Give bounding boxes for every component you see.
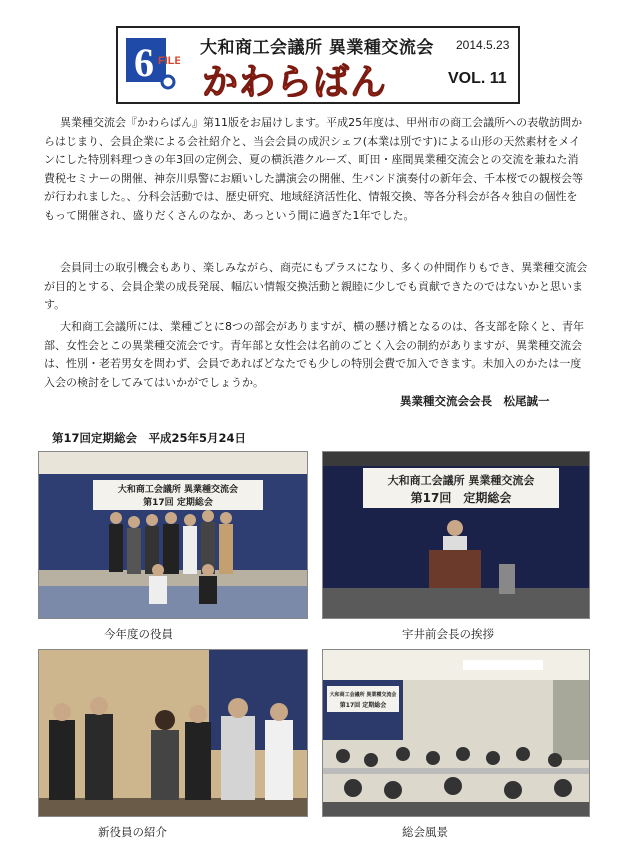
logo-file-text: FILE: [158, 55, 180, 67]
signature: 異業種交流会会長 松尾誠一: [400, 394, 550, 408]
intro-paragraph: 異業種交流会『かわらばん』第11版をお届けします。平成25年度は、甲州市の商工会議所への表敬訪問からはじまり、会員企業による会社紹介と、当会会員の成沢シェフ(本業は別です)による山形の天然素材をメインにした特別料理つきの年3回の定例会、夏の横浜港クルーズ、町田・座間異業種交流会との交流を兼ねた消費税セミナーの開催、神奈川県警にお願いした講演会の開催、生バンド演奏付の新年会、千本桜での観桜会等が行われました。、分科会活動では、歴史研究、地域経済活性化、情報交換、等各分科会が各々独自の個性をもって開催され、盛りだくさんのなか、あっという間に過ぎた1年でした。: [44, 116, 583, 222]
second-paragraph: 会員同士の取引機会もあり、楽しみながら、商売にもプラスになり、多くの仲間作りもでき、異業種交流会が目的とする、会員企業の成長発展、幅広い情報交換活動と親睦に少しでも貢献できたのではないかと思います。: [44, 261, 588, 311]
banner-text-line1: 大和商工会議所 異業種交流会: [117, 485, 239, 495]
caption-speech: 宇井前会長の挨拶: [402, 627, 494, 641]
logo: [124, 34, 180, 94]
photo-new-officers: [38, 649, 308, 817]
newsletter-title: かわらばん: [202, 62, 388, 103]
caption-meeting-scene: 総会風景: [402, 825, 448, 839]
svg-text:6: 6: [134, 40, 154, 85]
masthead: [116, 26, 520, 104]
banner-text-line2: 第17回 定期総会: [143, 498, 213, 508]
organization-name: 大和商工会議所 異業種交流会: [200, 38, 434, 58]
caption-new-officers: 新役員の紹介: [98, 825, 167, 839]
photo-meeting-scene: [322, 649, 590, 817]
photo-officers: [38, 451, 308, 619]
banner-text-line1: 大和商工会議所 異業種交流会: [329, 692, 397, 698]
section-heading: 第17回定期総会 平成25年5月24日: [52, 431, 247, 445]
banner-text-line1: 大和商工会議所 異業種交流会: [387, 474, 535, 487]
banner-text-line2: 第17回 定期総会: [339, 702, 387, 709]
caption-officers: 今年度の役員: [104, 627, 173, 641]
issue-date: 2014.5.23: [456, 38, 510, 52]
third-paragraph: 大和商工会議所には、業種ごとに8つの部会がありますが、横の懸け橋となるのは、各支部を除くと、青年部、女性会とこの異業種交流会です。青年部と女性会は名前のごとく入会の制約がありますが、異業種交流会は、性別・老若男女を問わず、会員であればどなたでも少しの特別会費で加入できます。未加入のかたは一度入会の検討をしてみてはいかがでしょうか。: [44, 320, 584, 389]
photo-speech: [322, 451, 590, 619]
banner-text-line2: 第17回 定期総会: [410, 491, 512, 505]
volume-number: VOL. 11: [448, 70, 507, 87]
